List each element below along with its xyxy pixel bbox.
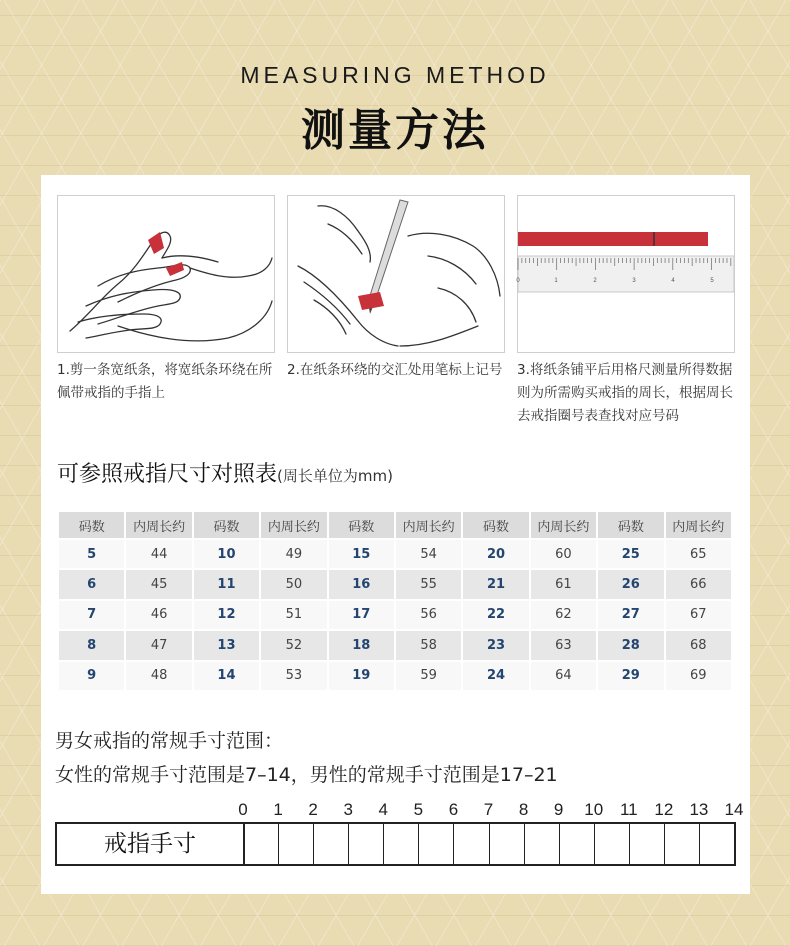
size-length-cell: 56	[395, 600, 462, 630]
size-length-cell: 59	[395, 661, 462, 691]
size-length-cell: 62	[530, 600, 597, 630]
ring-ruler-cell	[489, 824, 490, 864]
ring-ruler-label: 戒指手寸	[57, 824, 245, 864]
size-length-cell: 45	[125, 569, 192, 599]
size-length-cell: 58	[395, 630, 462, 660]
ring-ruler-number: 8	[518, 800, 529, 819]
ruler-label-3: 3	[632, 278, 636, 284]
step-2-text: 2.在纸条环绕的交汇处用笔标上记号	[287, 362, 503, 378]
table-row	[58, 630, 732, 660]
size-length-cell: 60	[530, 539, 597, 569]
header-code: 码数	[58, 511, 125, 539]
size-chart-title	[57, 457, 393, 488]
ring-ruler-number: 1	[273, 800, 283, 819]
size-code-cell: 9	[58, 661, 125, 691]
size-code-cell: 23	[462, 630, 529, 660]
range-text: 女性的常规手寸范围是7–14，男性的常规手寸范围是17–21	[55, 764, 558, 786]
ring-ruler-cell	[278, 824, 279, 864]
size-length-cell: 64	[530, 661, 597, 691]
size-chart-header-row	[58, 511, 732, 539]
size-length-cell: 67	[665, 600, 732, 630]
header-code: 码数	[462, 511, 529, 539]
header-title-en: MEASURING METHOD	[240, 62, 550, 88]
ring-ruler-cell	[524, 824, 525, 864]
ring-ruler-cell	[348, 824, 349, 864]
size-length-cell: 44	[125, 539, 192, 569]
step-1	[57, 195, 275, 405]
size-code-cell: 7	[58, 600, 125, 630]
ring-ruler-numbers	[41, 800, 750, 822]
size-length-cell: 55	[395, 569, 462, 599]
header-length: 内周长约	[665, 511, 732, 539]
ruler-label-4: 4	[671, 278, 675, 284]
size-length-cell: 68	[665, 630, 732, 660]
size-code-cell: 11	[193, 569, 260, 599]
size-length-cell: 49	[260, 539, 327, 569]
size-code-cell: 27	[597, 600, 664, 630]
ring-ruler-cell	[313, 824, 314, 864]
header-length: 内周长约	[125, 511, 192, 539]
ruler-label-2: 2	[593, 278, 597, 284]
ring-ruler-number: 5	[413, 800, 424, 819]
size-length-cell: 46	[125, 600, 192, 630]
range-title: 男女戒指的常规手寸范围：	[55, 730, 284, 752]
size-code-cell: 21	[462, 569, 529, 599]
size-code-cell: 29	[597, 661, 664, 691]
ring-ruler-cell	[699, 824, 700, 864]
ring-ruler-cell	[664, 824, 665, 864]
ruler-label-0: 0	[516, 278, 520, 284]
strip-on-ruler-icon	[518, 196, 734, 352]
size-length-cell: 51	[260, 600, 327, 630]
ring-ruler-number: 2	[308, 800, 318, 819]
ring-ruler-cell	[594, 824, 595, 864]
size-code-cell: 24	[462, 661, 529, 691]
size-code-cell: 13	[193, 630, 260, 660]
table-row	[58, 661, 732, 691]
size-code-cell: 17	[328, 600, 395, 630]
ring-ruler-number: 6	[448, 800, 459, 819]
ring-ruler-number: 7	[483, 800, 494, 819]
size-length-cell: 69	[665, 661, 732, 691]
ring-ruler-number: 4	[378, 800, 389, 819]
table-row	[58, 600, 732, 630]
ring-ruler-number: 11	[619, 800, 638, 819]
size-length-cell: 66	[665, 569, 732, 599]
step-3-text: 3.将纸条铺平后用格尺测量所得数据则为所需购买戒指的周长，根据周长去戒指圈号表查找对应号码	[517, 362, 733, 424]
ring-ruler-cell	[559, 824, 560, 864]
size-length-cell: 61	[530, 569, 597, 599]
size-code-cell: 25	[597, 539, 664, 569]
size-chart-unit-note: (周长单位为mm)	[277, 467, 393, 485]
header-length: 内周长约	[530, 511, 597, 539]
step-2	[287, 195, 505, 382]
content-panel	[41, 175, 750, 894]
size-code-cell: 22	[462, 600, 529, 630]
size-code-cell: 10	[193, 539, 260, 569]
size-code-cell: 18	[328, 630, 395, 660]
ring-ruler-number: 10	[584, 800, 604, 819]
size-length-cell: 65	[665, 539, 732, 569]
header-code: 码数	[328, 511, 395, 539]
ring-ruler	[55, 822, 736, 866]
ring-ruler-number: 9	[553, 800, 564, 819]
size-code-cell: 15	[328, 539, 395, 569]
header-length: 内周长约	[260, 511, 327, 539]
size-length-cell: 48	[125, 661, 192, 691]
size-chart-title-text: 可参照戒指尺寸对照表	[57, 462, 278, 487]
size-chart-table	[57, 510, 733, 692]
hand-with-paper-strip-icon	[58, 196, 274, 352]
header-length: 内周长约	[395, 511, 462, 539]
size-code-cell: 26	[597, 569, 664, 599]
ring-ruler-number: 13	[689, 800, 709, 819]
size-code-cell: 6	[58, 569, 125, 599]
size-code-cell: 5	[58, 539, 125, 569]
size-code-cell: 28	[597, 630, 664, 660]
step-3	[517, 195, 735, 428]
ring-ruler-cell	[629, 824, 630, 864]
ring-ruler-cell	[383, 824, 384, 864]
size-code-cell: 16	[328, 569, 395, 599]
step-2-illustration	[287, 195, 505, 353]
ruler-label-5: 5	[710, 278, 714, 284]
ring-ruler-number: 0	[238, 800, 248, 819]
size-code-cell: 20	[462, 539, 529, 569]
ring-ruler-cell	[418, 824, 419, 864]
ring-ruler-number: 14	[724, 800, 744, 819]
size-code-cell: 14	[193, 661, 260, 691]
size-length-cell: 50	[260, 569, 327, 599]
ring-ruler-cell	[453, 824, 454, 864]
size-length-cell: 52	[260, 630, 327, 660]
size-code-cell: 19	[328, 661, 395, 691]
size-length-cell: 54	[395, 539, 462, 569]
size-length-cell: 63	[530, 630, 597, 660]
ring-ruler-number: 12	[654, 800, 674, 819]
ring-ruler-number: 3	[343, 800, 353, 819]
hand-marking-with-pen-icon	[288, 196, 504, 352]
step-1-text: 1.剪一条宽纸条，将宽纸条环绕在所佩带戒指的手指上	[57, 362, 273, 401]
size-length-cell: 47	[125, 630, 192, 660]
header-code: 码数	[193, 511, 260, 539]
table-row	[58, 569, 732, 599]
table-row	[58, 539, 732, 569]
ruler-label-1: 1	[554, 278, 558, 284]
size-code-cell: 8	[58, 630, 125, 660]
size-code-cell: 12	[193, 600, 260, 630]
header-code: 码数	[597, 511, 664, 539]
size-length-cell: 53	[260, 661, 327, 691]
step-3-illustration	[517, 195, 735, 353]
step-1-illustration	[57, 195, 275, 353]
header-title-cn: 测量方法	[301, 105, 489, 156]
